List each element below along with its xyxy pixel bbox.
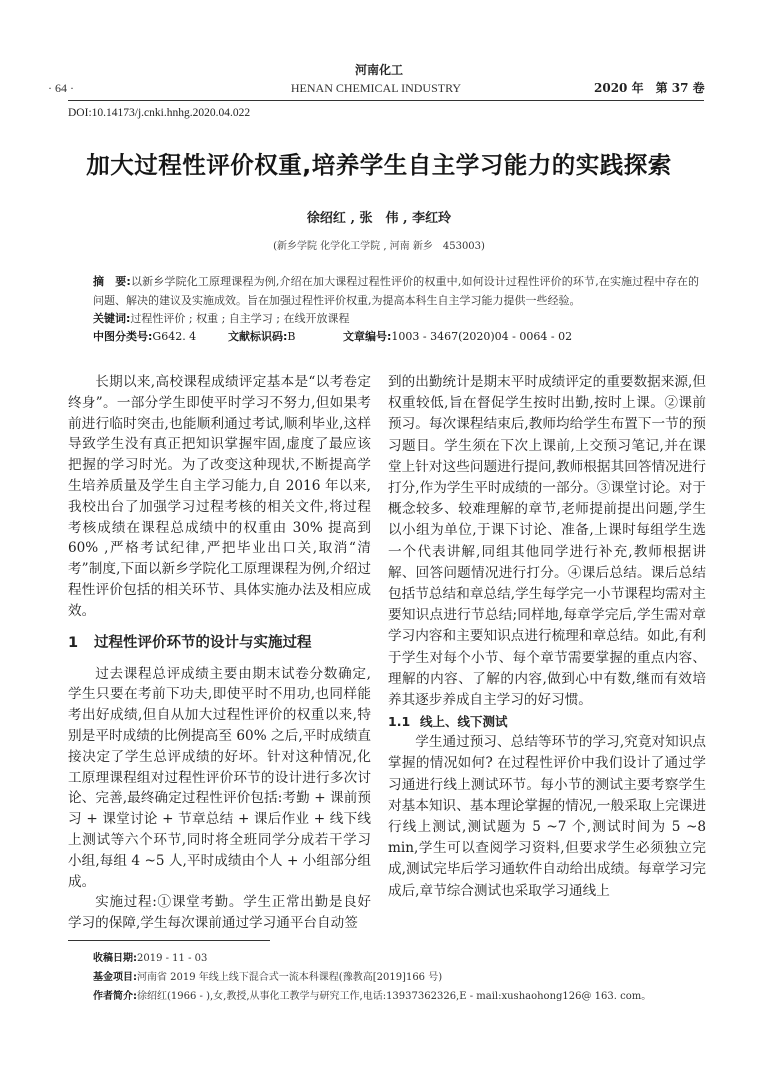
intro-paragraph: 长期以来,高校课程成绩评定基本是“以考卷定终身”。一部分学生即使平时学习不努力,但如果考前进行临时突击,也能顺利通过考试,顺利毕业,这样导致学生没有真正把知识掌握牢固,虚度了最应该把握的学习时光。为了改变这种现状,不断提高学生培养质量及学生自主学习能力,自 2016 年以来,我校出台了加强学习过程考核的相关文件,将过程考核成绩在课程总成绩中的权重由 30% 提高到 60% ,严格考试纪律,严把毕业出口关,取消“清考”制度,下面以新乡学院化工原理课程为例,介绍过程性评价包括的相关环节、具体实施办法及相应成效。 — [68, 374, 371, 619]
abstract-label: 摘 要: — [93, 275, 131, 288]
section-number: 1.1 — [388, 714, 411, 730]
front-matter — [93, 272, 699, 346]
article-title: 加大过程性评价权重,培养学生自主学习能力的实践探索 — [86, 151, 672, 179]
author-bio-label: 作者简介: — [93, 991, 137, 1002]
footnote-rule — [68, 940, 270, 941]
author-bio — [93, 987, 713, 1006]
doc-code-value: B — [287, 330, 296, 343]
fund-value: 河南省 2019 年线上线下混合式一流本科课程(豫教高[2019]166 号) — [137, 972, 443, 983]
article-no-label: 文章编号: — [343, 330, 392, 343]
body-right-column — [388, 372, 706, 902]
page-number: · 64 · — [48, 81, 74, 95]
body-paragraph: 过去课程总评成绩主要由期末试卷分数确定,学生只要在考前下功夫,即使平时不用功,也同样能考出好成绩,但自从加大过程性评价的权重以来,特别是平时成绩的比例提高至 60% 之后,平时成绩直接决定了学生总评成绩的好坏。针对这种情况,化工原理课程组对过程性评价环节的设计进行多次讨论、完善,最终确定过程性评价包括:考勤 + 课前预习 + 课堂讨论 + 节章总结 + 课后作业 + 线下线上测试等六个环节,同时将全班同学分成若干学习小组,每组 4 ~5 人,平时成绩由个人 + 小组部分组成。 — [68, 665, 371, 890]
keywords-text: 过程性评价 ; 权重 ; 自主学习 ; 在线开放课程 — [130, 312, 350, 325]
section-title: 过程性评价环节的设计与实施过程 — [94, 634, 312, 651]
section-number: 1 — [68, 634, 79, 651]
fund-project — [93, 968, 713, 987]
received-date — [93, 949, 713, 968]
keywords — [93, 310, 699, 328]
header-rule — [68, 100, 704, 101]
body-left-column — [68, 372, 371, 934]
article-affiliation: (新乡学院 化学化工学院 , 河南 新乡 453003) — [273, 241, 485, 252]
abstract — [93, 272, 699, 310]
journal-name-cn: 河南化工 — [354, 63, 403, 77]
body-paragraph: 学生通过预习、总结等环节的学习,究竟对知识点掌握的情况如何? 在过程性评价中我们设计了通过学习通进行线上测试环节。每小节的测试主要考察学生对基本知识、基本理论掌握的情况,一般采取上完课进行线上测试,测试题为 5 ~7 个,测试时间为 5 ~8 min,学生可以查阅学习资料,但要求学生必须独立完成,测试完毕后学习通软件自动给出成绩。每章学习完成后,章节综合测试也采取学习通线上 — [388, 734, 706, 899]
section-title: 线上、线下测试 — [420, 714, 508, 730]
year-volume: 2020 年 第 37 卷 — [594, 81, 705, 95]
doc-code-label: 文献标识码: — [228, 330, 288, 343]
section-heading-1 — [68, 632, 371, 654]
classification-line — [93, 328, 699, 346]
body-paragraph: 到的出勤统计是期末平时成绩评定的重要数据来源,但权重较低,旨在督促学生按时出勤,按时上课。②课前预习。每次课程结束后,教师均给学生布置下一节的预习题目。学生须在下次上课前,上交预习笔记,并在课堂上针对这些问题进行提问,教师根据其回答情况进行打分,作为学生平时成绩的一部分。③课堂讨论。对于概念较多、较难理解的章节,老师提前提出问题,学生以小组为单位,于课下讨论、准备,上课时每组学生选一个代表讲解,同组其他同学进行补充,教师根据讲解、回答问题情况进行打分。④课后总结。课后总结包括节总结和章总结,学生每学完一小节课程均需对主要知识点进行节总结;同样地,每章学完后,学生需对章学习内容和主要知识点进行梳理和章总结。如此,有利于学生对每个小节、每个章节需要掌握的重点内容、理解的内容、了解的内容,做到心中有数,继而有效培养其逐步养成自主学习的好习惯。 — [388, 374, 706, 709]
clc-label: 中图分类号: — [93, 330, 153, 343]
received-value: 2019 - 11 - 03 — [137, 953, 208, 964]
journal-name-en: HENAN CHEMICAL INDUSTRY — [290, 81, 462, 95]
clc-value: G642. 4 — [152, 330, 197, 343]
fund-label: 基金项目: — [93, 972, 137, 983]
author-bio-value: 徐绍红(1966 - ),女,教授,从事化工教学与研究工作,电话:13937362326,E - mail:xushaohong126@ 163. com。 — [137, 991, 652, 1002]
footnotes — [93, 949, 713, 1006]
doi: DOI:10.14173/j.cnki.hnhg.2020.04.022 — [68, 107, 251, 119]
keywords-label: 关键词: — [93, 312, 131, 325]
received-label: 收稿日期: — [93, 953, 137, 964]
article-authors: 徐绍红 , 张 伟 , 李红玲 — [306, 211, 452, 226]
section-heading-1-1 — [388, 711, 706, 732]
running-header — [48, 80, 704, 96]
body-paragraph: 实施过程:①课堂考勤。学生正常出勤是良好学习的保障,学生每次课前通过学习通平台自动签 — [68, 894, 371, 932]
article-no-value: 1003 - 3467(2020)04 - 0064 - 02 — [391, 330, 573, 343]
abstract-text: 以新乡学院化工原理课程为例,介绍在加大课程过程性评价的权重中,如何设计过程性评价的环节,在实施过程中存在的问题、解决的建议及实施成效。旨在加强过程性评价权重,为提高本科生自主学习能力提供一些经验。 — [93, 275, 699, 307]
